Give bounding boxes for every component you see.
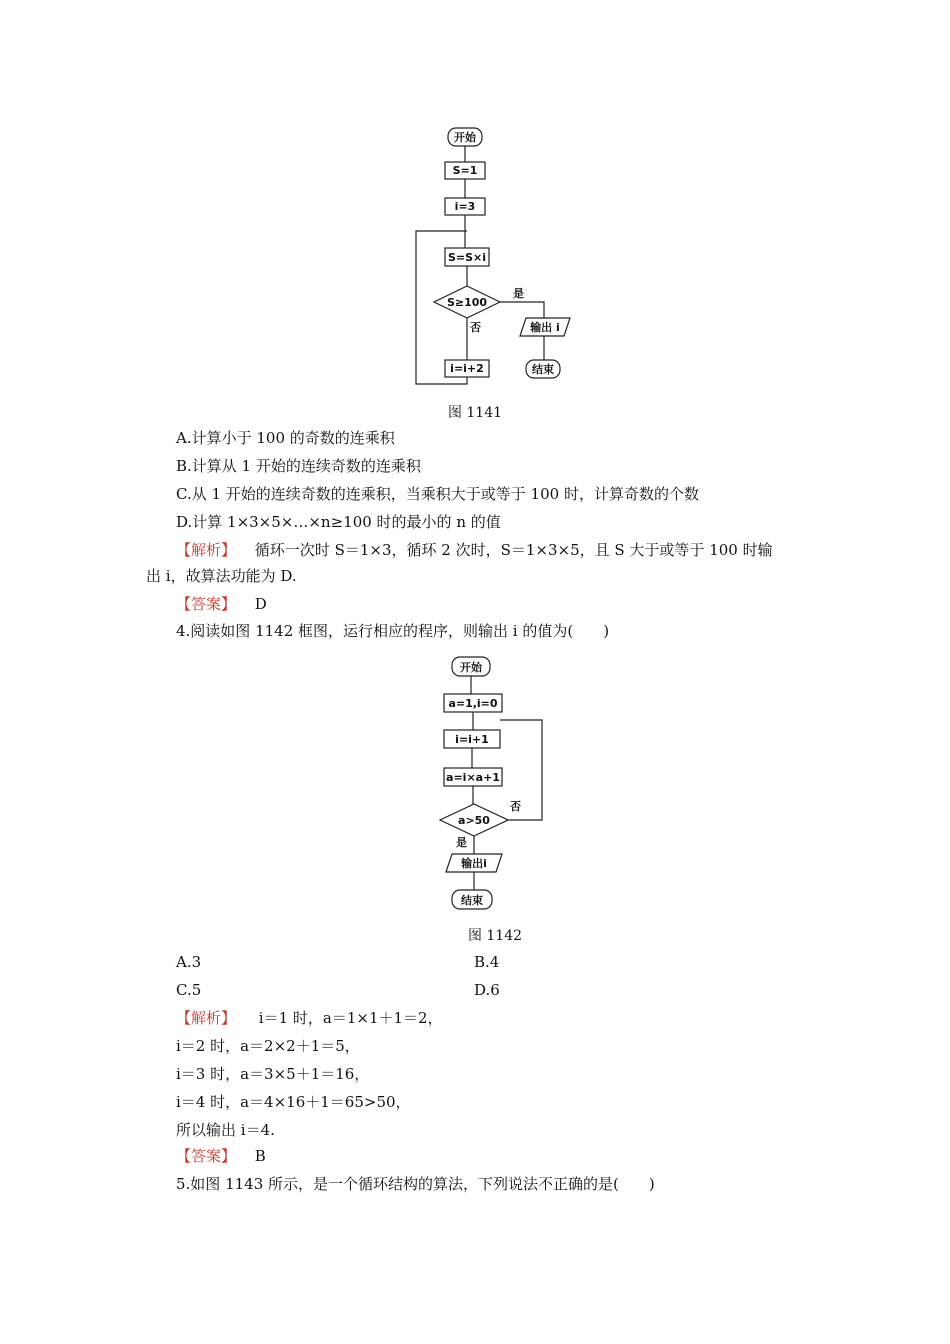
- flow2-calc-label: a=i×a+1: [446, 771, 500, 784]
- q4-analysis-text-2: i＝2 时，a＝2×2＋1＝5，: [176, 1037, 360, 1055]
- flow1-output-label: 输出 i: [530, 321, 560, 334]
- analysis-tag: 【解析】: [176, 1009, 237, 1027]
- q3-answer-value: D: [254, 595, 267, 613]
- flow1-yes: 是: [513, 287, 524, 300]
- q4-analysis-text-3: i＝3 时，a＝3×5＋1＝16，: [176, 1065, 370, 1083]
- figure-1142-caption: 图 1142: [467, 928, 523, 944]
- flow1-no: 否: [470, 321, 481, 334]
- q3-answer: [176, 594, 267, 614]
- flow1-end-label: 结束: [532, 363, 554, 376]
- flow1-start-label: 开始: [454, 131, 476, 144]
- flow2-cond-label: a>50: [458, 814, 490, 827]
- q4-answer-value: B: [254, 1147, 266, 1165]
- flow1-mult-label: S=S×i: [447, 251, 487, 264]
- flow1-i-init-label: i=3: [454, 200, 476, 213]
- q4-option-b: B.4: [474, 953, 500, 971]
- analysis-tag: 【解析】: [176, 541, 237, 559]
- q3-option-d: D.计算 1×3×5×…×n≥100 时的最小的 n 的值: [176, 513, 501, 531]
- q4-option-d: D.6: [474, 981, 500, 999]
- flow2-yes: 是: [456, 836, 467, 849]
- answer-tag: 【答案】: [176, 595, 237, 613]
- q4-analysis-text-5: 所以输出 i＝4.: [176, 1121, 275, 1139]
- answer-tag: 【答案】: [176, 1147, 237, 1165]
- flow2-init-label: a=1,i=0: [448, 697, 498, 710]
- q3-option-a: A.计算小于 100 的奇数的连乘积: [176, 429, 395, 447]
- q3-analysis-text-1: 循环一次时 S＝1×3，循环 2 次时，S＝1×3×5，且 S 大于或等于 100 时输: [254, 541, 773, 559]
- flow2-start-label: 开始: [460, 661, 482, 674]
- q4-answer: [176, 1146, 266, 1166]
- flowchart-1142: [430, 652, 560, 914]
- q5-stem: 5.如图 1143 所示，是一个循环结构的算法，下列说法不正确的是( ): [176, 1175, 655, 1193]
- q3-analysis: [176, 540, 773, 560]
- figure-1141-caption: 图 1141: [447, 405, 503, 421]
- flow1-cond-label: S≥100: [446, 296, 488, 309]
- q4-analysis-text-1: i＝1 时，a＝1×1＋1＝2，: [258, 1009, 443, 1027]
- q4-option-a: A.3: [176, 953, 202, 971]
- q4-analysis: [176, 1008, 443, 1028]
- flow2-no: 否: [510, 800, 521, 813]
- flow1-s-init-label: S=1: [452, 164, 478, 177]
- flow2-end-label: 结束: [461, 894, 483, 907]
- q4-option-c: C.5: [176, 981, 202, 999]
- flow2-output-label: 输出i: [461, 857, 487, 870]
- flowchart-1141: [400, 118, 600, 390]
- q3-analysis-text-2: 出 i，故算法功能为 D.: [146, 567, 297, 585]
- q4-stem: 4.阅读如图 1142 框图，运行相应的程序，则输出 i 的值为( ): [176, 622, 610, 640]
- q4-analysis-text-4: i＝4 时，a＝4×16＋1＝65>50，: [176, 1093, 411, 1111]
- flow1-incr-label: i=i+2: [450, 362, 484, 375]
- flow2-incr-label: i=i+1: [455, 733, 489, 746]
- q3-option-c: C.从 1 开始的连续奇数的连乘积，当乘积大于或等于 100 时，计算奇数的个数: [176, 485, 699, 503]
- q3-option-b: B.计算从 1 开始的连续奇数的连乘积: [176, 457, 421, 475]
